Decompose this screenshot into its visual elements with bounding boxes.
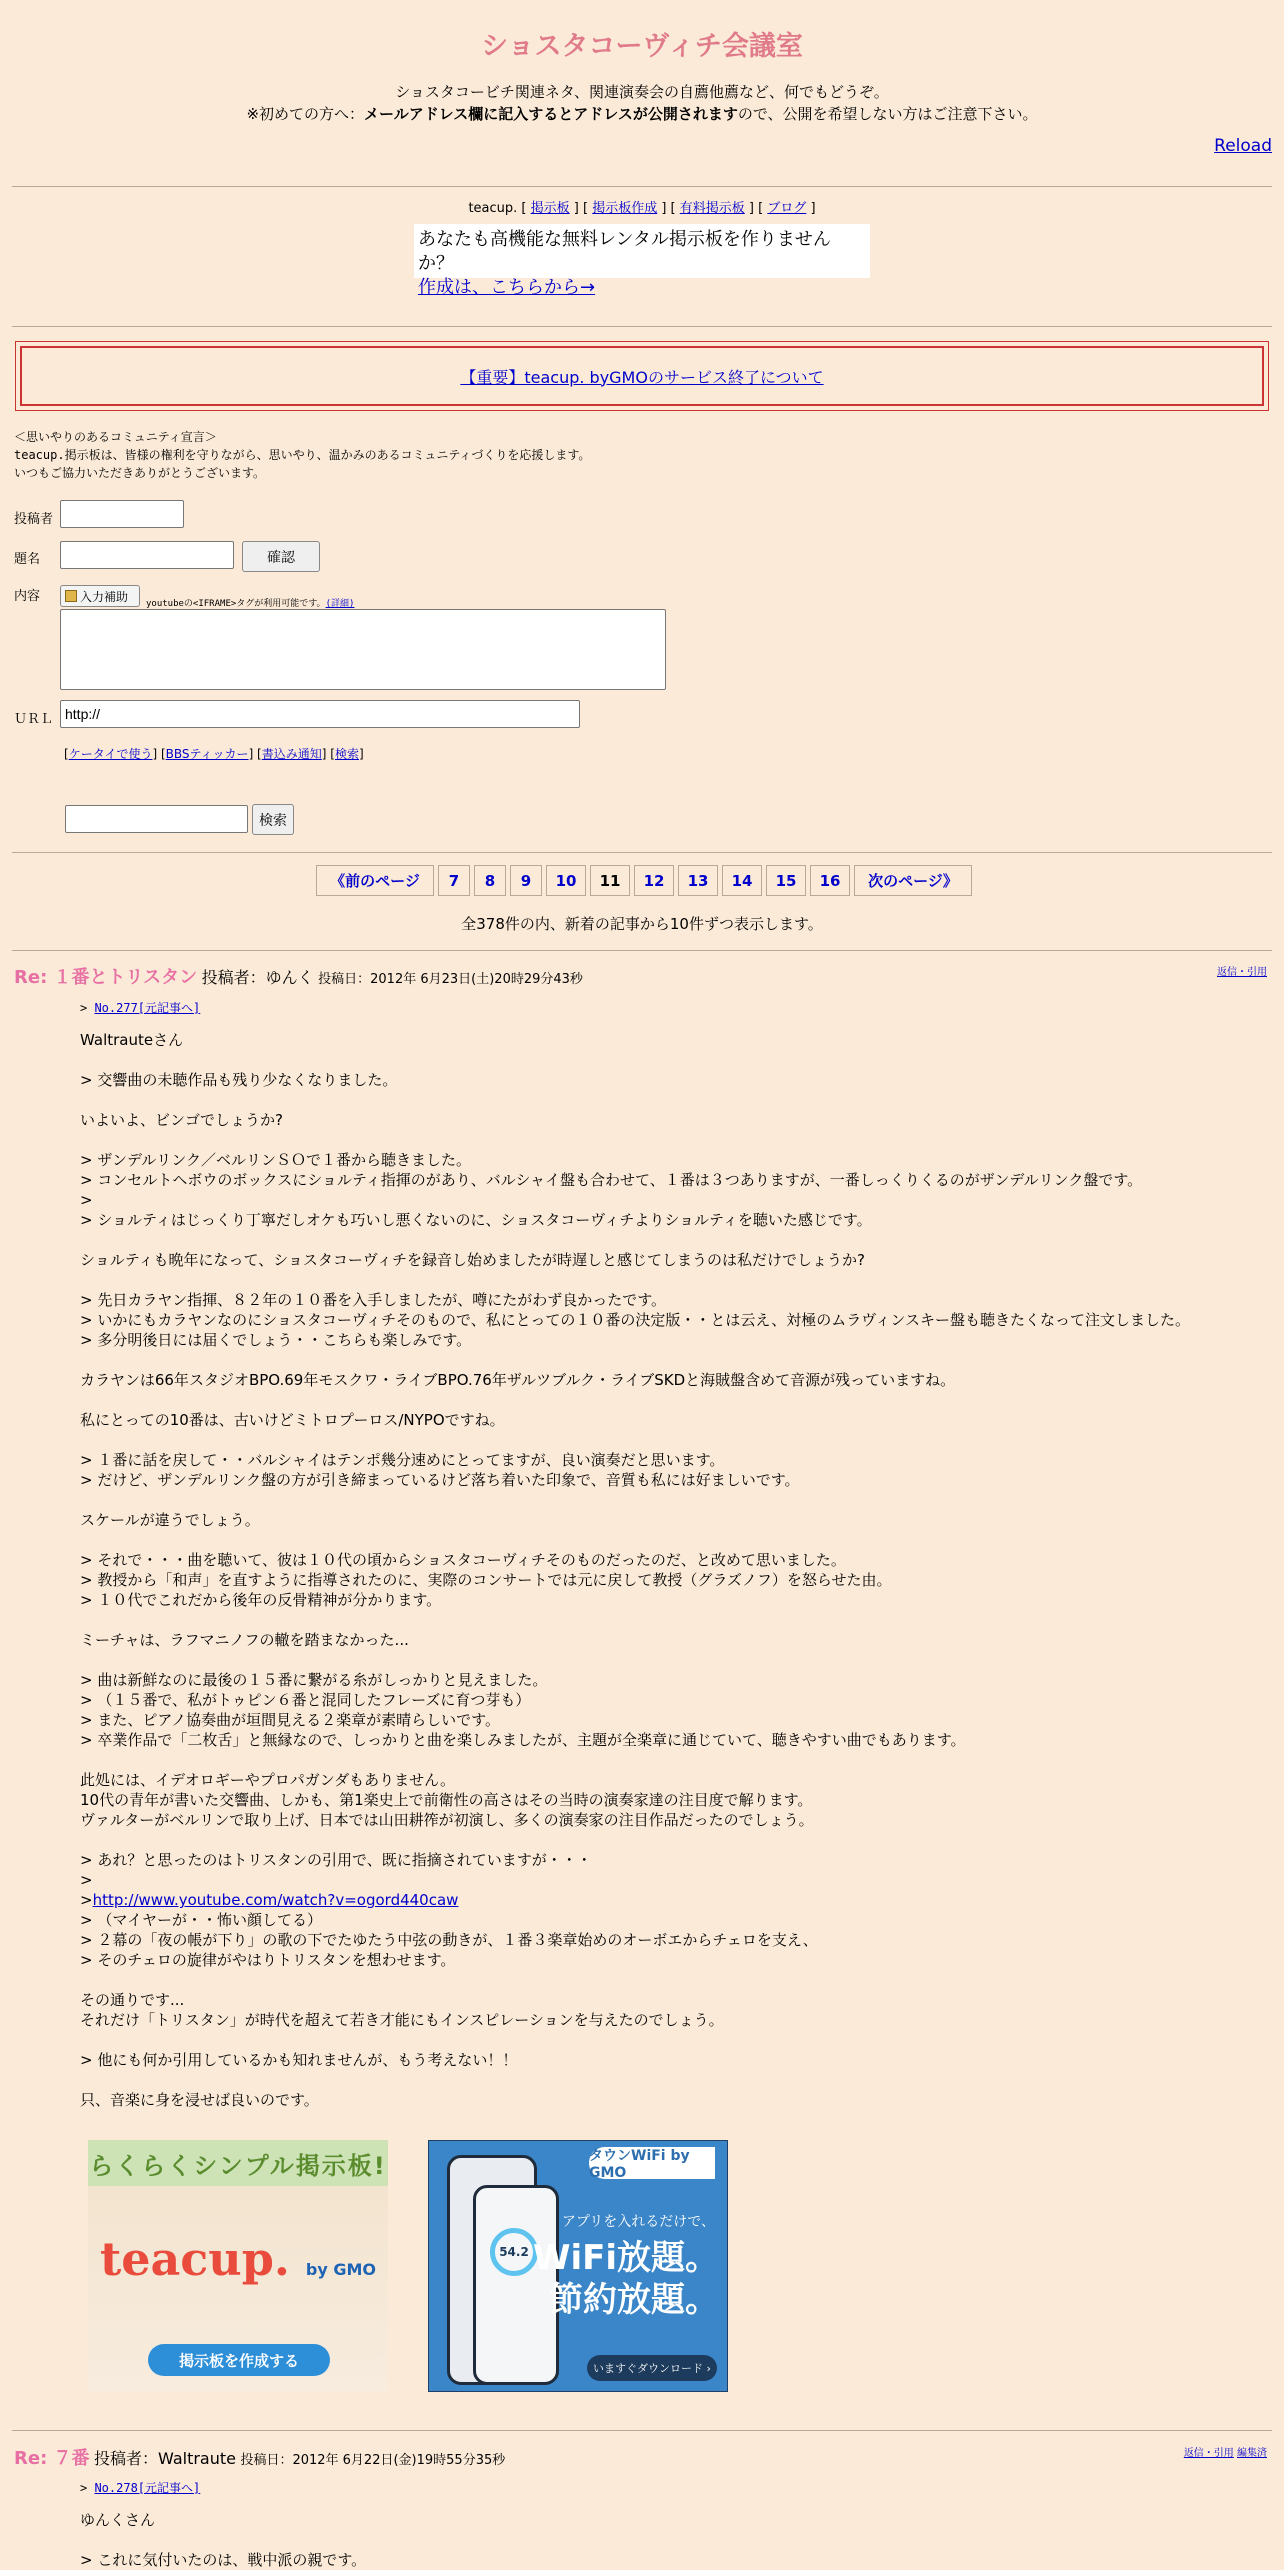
page-link[interactable]: 16 — [810, 865, 850, 896]
url-label: ＵＲＬ — [14, 712, 54, 727]
teacup-banner-headline: らくらくシンプル掲示板! — [88, 2140, 388, 2186]
declaration-line: いつもご協力いただきありがとうございます。 — [14, 466, 266, 480]
divider — [12, 2430, 1272, 2431]
wifi-tagline: アプリを入れるだけで、 — [561, 2214, 715, 2230]
service-notice-link[interactable]: 【重要】teacup. byGMOのサービス終了について — [460, 367, 824, 387]
post-author-label: 投稿者： — [94, 2449, 159, 2468]
page-link[interactable]: 7 — [438, 865, 470, 896]
wifi-banner[interactable] — [428, 2140, 728, 2392]
reload-link[interactable]: Reload — [1214, 136, 1272, 156]
speed-gauge-icon: 54.2 — [490, 2228, 538, 2276]
post-date: 投稿日：2012年 6月22日(金)19時55分35秒 — [240, 2453, 506, 2468]
divider — [12, 186, 1272, 187]
divider — [12, 852, 1272, 853]
nav-link-create-board[interactable]: 掲示板作成 — [592, 201, 658, 216]
page-link[interactable]: 13 — [678, 865, 718, 896]
author-input[interactable] — [60, 500, 184, 528]
subject-label: 題名 — [14, 552, 41, 567]
top-ad-link[interactable]: 作成は、こちらから→ — [418, 277, 596, 298]
post-author: ゆんく — [265, 968, 314, 987]
post-notify-link[interactable]: 書込み通知 — [261, 747, 322, 761]
youtube-link[interactable]: http://www.youtube.com/watch?v=ogord440caw — [92, 1891, 459, 1909]
nav-link-blog[interactable]: ブログ — [767, 201, 807, 216]
iframe-detail-link[interactable]: (詳細) — [325, 599, 355, 609]
post-author: Waltraute — [158, 2449, 236, 2468]
reference-line — [80, 999, 200, 1016]
input-assist-label: 入力補助 — [80, 589, 129, 604]
townwifi-logo: タウンWiFi by GMO — [589, 2147, 715, 2179]
iframe-note — [146, 596, 354, 609]
mobile-link[interactable]: ケータイで使う — [68, 747, 153, 761]
wifi-headline — [533, 2237, 719, 2321]
teacup-nav: teacup. [ 掲示板 ] [ 掲示板作成 ] [ 有料掲示板 ] [ ブログ ] — [468, 201, 816, 216]
original-post-link[interactable]: No.277[元記事へ] — [94, 1001, 201, 1015]
declaration-line: ＜思いやりのあるコミュニティ宣言＞ — [14, 430, 217, 444]
page-link[interactable]: 12 — [634, 865, 674, 896]
search-button[interactable]: 検索 — [252, 804, 294, 835]
intro-line-2 — [0, 103, 1284, 125]
edit-link[interactable]: 編集済 — [1237, 2448, 1267, 2459]
post-body-text: > （マイヤーが・・怖い顔してる） > ２幕の「夜の帳が下り」の歌の下でたゆたう中弦の動きが、１番３楽章始めのオーボエからチェロを支え、 > そのチェロの旋律がやはりトリスタンを想わせます。 その通りです... それだけ「トリスタン」が時代を超えて若き才能にもインスピレーションを与えたのでしょう。 > 他にも何か引用しているかも知れませんが、もう考えない！！ 只、音楽に身を浸せば良いのです。 — [80, 1911, 818, 2109]
subject-input[interactable] — [60, 541, 234, 569]
teacup-logo — [88, 2232, 388, 2286]
intro-suffix: ので、公開を希望しない方はご注意下さい。 — [737, 105, 1038, 123]
post-subject: Re: ７番 — [14, 2448, 90, 2469]
teacup-banner[interactable] — [88, 2140, 388, 2392]
reply-quote-link[interactable]: 返信・引用 — [1217, 967, 1267, 978]
page-link[interactable]: 10 — [546, 865, 586, 896]
post-body — [80, 2510, 1240, 2570]
post-body-text: Waltrauteさん > 交響曲の未聴作品も残り少なくなりました。 いよいよ、ビンゴでしょうか? > ザンデルリンク／ベルリンＳＯで１番から聴きました。 > コンセルトヘボウのボックスにショルティ指揮のがあり、バルシャイ盤も合わせて、１番は３つありますが、一番しっくりくるのがザンデルリンク盤です。 > > ショルティはじっくり丁寧だしオケも巧いし悪くないのに、ショスタコーヴィチよりショルティを聴いた感じです。 ショルティも晩年になって、ショスタコーヴィチを録音し始めましたが時遅しと感じてしまうのは私だけでしょうか? > 先日カラヤン指揮、８２年の１０番を入手しましたが、噂にたがわず良かったです。 > いかにもカラヤンなのにショスタコーヴィチそのもので、私にとっての１０番の決定版・・とは云え、対極のムラヴィンスキー盤も聴きたくなって注文しました。 > 多分明後日には届くでしょう・・こちらも楽しみです。 カラヤンは66年スタジオBPO.69年モスクワ・ライブBPO.76年ザルツブルク・ライブSKDと海賊盤含めて音源が残っていますね。 私にとっての10番は、古いけどミトロプーロス/NYPOですね。 > １番に話を戻して・・バルシャイはテンポ幾分速めにとってますが、良い演奏だと思います。 > だけど、ザンデルリンク盤の方が引き締まっているけど落ち着いた印象で、音質も私には好ましいです。 スケールが違うでしょう。 > それで・・・曲を聴いて、彼は１０代の頃からショスタコーヴィチそのものだったのだ、と改めて思いました。 > 教授から「和声」を直すように指導されたのに、実際のコンサートでは元に戻して教授（グラズノフ）を怒らせた由。 > １０代でこれだから後年の反骨精神が分かります。 ミーチャは、ラフマニノフの轍を踏まなかった... > 曲は新鮮なのに最後の１５番に繋がる糸がしっかりと見えました。 > （１５番で、私がトゥピン６番と混同したフレーズに育つ芽も） > また、ピアノ協奏曲が垣間見える２楽章が素晴らしいです。 > 卒業作品で「二枚舌」と無縁なので、しっかりと曲を楽しみましたが、主題が全楽章に通じていて、聴きやすい曲でもあります。 此処には、イデオロギーやプロパガンダもありません。 10代の青年が書いた交響曲、しかも、第1楽史上で前衛性の高さはその当時の演奏家達の注目度で解ります。 ヴァルターがベルリンで取り上げ、日本では山田耕筰が初演し、多くの演奏家の注目作品だったのでしょう。 > あれ？と思ったのはトリスタンの引用で、既に指摘されていますが・・・ > > — [80, 1031, 1190, 1909]
intro-warning: メールアドレス欄に記入するとアドレスが公開されます — [364, 105, 738, 123]
input-assist-button[interactable] — [60, 585, 140, 607]
ref-prefix: > — [80, 1001, 95, 1015]
declaration-line: teacup.掲示板は、皆様の権利を守りながら、思いやり、温かみのあるコミュニティづくりを応援します。 — [14, 448, 591, 462]
post-date: 投稿日：2012年 6月23日(土)20時29分43秒 — [318, 972, 583, 987]
page-link[interactable]: 14 — [722, 865, 762, 896]
current-page: 11 — [590, 865, 630, 896]
teacup-logo-text: teacup. — [99, 2232, 290, 2286]
content-label: 内容 — [14, 589, 41, 604]
divider — [12, 326, 1272, 327]
post-actions — [1184, 2444, 1267, 2459]
url-input[interactable] — [60, 700, 580, 728]
page-link[interactable]: 15 — [766, 865, 806, 896]
post-body-text: ゆんくさん > これに気付いたのは、戦中派の親です。 — [80, 2511, 367, 2569]
post-body — [80, 1030, 1240, 2110]
board-intro — [0, 81, 1284, 125]
iframe-note-text: youtubeの<IFRAME>タグが利用可能です。 — [146, 599, 326, 609]
original-post-link[interactable]: No.278[元記事へ] — [94, 2481, 201, 2495]
post-author-label: 投稿者： — [201, 968, 266, 987]
wifi-headline-1: WiFi放題。 — [532, 2238, 719, 2278]
bbs-ticker-link[interactable]: BBSティッカー — [165, 747, 249, 761]
content-textarea[interactable] — [60, 609, 666, 690]
service-notice-box — [15, 341, 1269, 411]
reference-line — [80, 2479, 200, 2496]
nav-link-paid-board[interactable]: 有料掲示板 — [679, 201, 745, 216]
community-declaration — [14, 428, 590, 482]
prev-page-link[interactable]: 《前のページ — [316, 865, 434, 896]
post-subject: Re: １番とトリスタン — [14, 967, 198, 988]
intro-prefix: ※初めての方へ： — [246, 105, 365, 123]
ref-prefix: > — [80, 2481, 95, 2495]
page-title: ショスタコーヴィチ会議室 — [481, 31, 803, 62]
download-button[interactable]: いますぐダウンロード › — [587, 2355, 717, 2381]
page-link[interactable]: 8 — [474, 865, 506, 896]
divider — [12, 950, 1272, 951]
wifi-headline-2: 節約放題。 — [549, 2280, 719, 2320]
reply-quote-link[interactable]: 返信・引用 — [1183, 2448, 1234, 2459]
top-ad-text: あなたも高機能な無料レンタル掲示板を作りませんか？ — [418, 229, 831, 274]
search-link[interactable]: 検索 — [334, 747, 359, 761]
nav-link-board[interactable]: 掲示板 — [530, 201, 570, 216]
pagination — [316, 865, 972, 896]
author-label: 投稿者 — [14, 512, 54, 527]
teacup-nav-prefix: teacup. [ — [468, 201, 527, 216]
top-ad — [414, 224, 870, 298]
search-input[interactable] — [65, 805, 248, 833]
post-count-summary: 全378件の内、新着の記事から10件ずつ表示します。 — [461, 915, 823, 933]
intro-line-1: ショスタコービチ関連ネタ、関連演奏会の自薦他薦など、何でもどうぞ。 — [395, 83, 889, 101]
confirm-button[interactable]: 確認 — [242, 541, 320, 572]
post-header — [14, 963, 583, 989]
page-link[interactable]: 9 — [510, 865, 542, 896]
post-header — [14, 2444, 505, 2470]
create-board-button[interactable]: 掲示板を作成する — [148, 2344, 330, 2376]
form-utility-links: [ケータイで使う] [BBSティッカー] [書込み通知] [検索] — [64, 747, 364, 761]
input-assist-icon — [65, 590, 77, 602]
next-page-link[interactable]: 次のページ》 — [854, 865, 972, 896]
teacup-logo-by: by GMO — [305, 2260, 377, 2279]
